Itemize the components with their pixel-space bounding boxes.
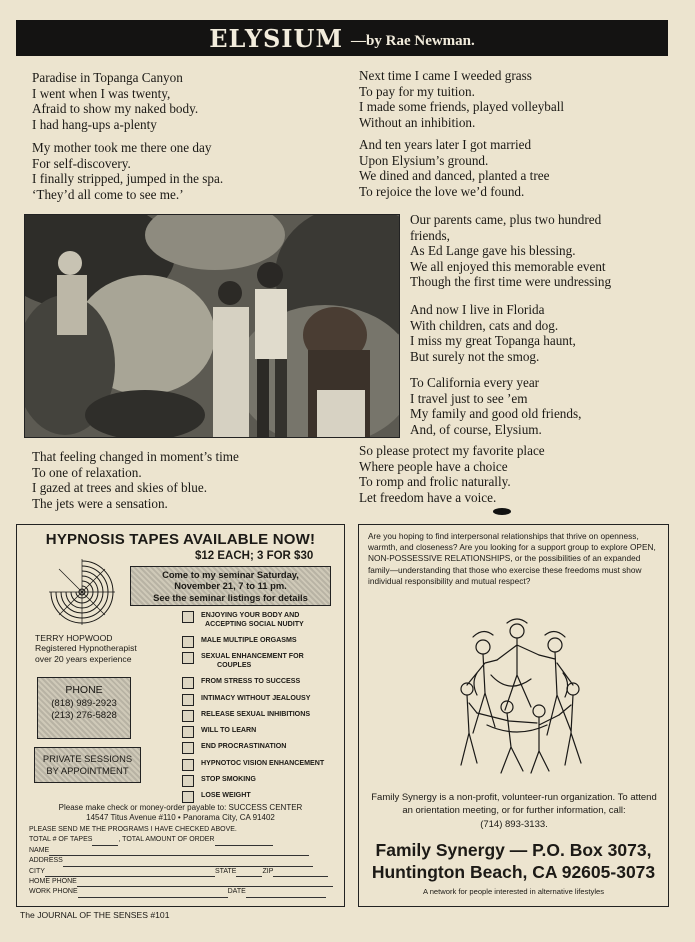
poem-line: Without an inhibition. bbox=[359, 114, 476, 130]
hypnosis-price: $12 EACH; 3 FOR $30 bbox=[195, 550, 314, 562]
poem-line: The jets were a sensation. bbox=[32, 495, 168, 511]
payable-address: 14547 Titus Avenue #110 • Panorama City, CA 91402 bbox=[86, 813, 275, 822]
form-row bbox=[29, 856, 334, 866]
poem-line: I miss my great Topanga haunt, bbox=[410, 333, 576, 349]
zip-label: ZIP bbox=[262, 867, 274, 875]
program-label: STOP SMOKING bbox=[201, 775, 256, 784]
private-sessions-line: PRIVATE SESSIONS bbox=[42, 753, 133, 764]
private-sessions-line: BY APPOINTMENT bbox=[46, 765, 129, 776]
program-checkbox[interactable] bbox=[182, 742, 194, 754]
program-label: END PROCRASTINATION bbox=[201, 742, 287, 751]
program-checkbox[interactable] bbox=[182, 636, 194, 648]
program-label: ENJOYING YOUR BODY AND bbox=[201, 611, 300, 619]
poem-line: Though the first time were undressing bbox=[410, 274, 612, 290]
order-form bbox=[29, 825, 334, 898]
form-instruction: PLEASE SEND ME THE PROGRAMS I HAVE CHECKED ABOVE. bbox=[29, 825, 237, 833]
form-row bbox=[29, 867, 334, 877]
date-field[interactable] bbox=[246, 889, 326, 898]
program-checkbox[interactable] bbox=[182, 694, 194, 706]
poem-line: Next time I came I weeded grass bbox=[359, 68, 532, 83]
poem-line: Upon Elysium’s ground. bbox=[359, 152, 489, 168]
phone-number: (818) 989-2923 bbox=[51, 698, 117, 709]
poem-line: And, of course, Elysium. bbox=[410, 421, 542, 437]
poem-line: ‘They’d all come to see me.’ bbox=[32, 186, 184, 202]
family-address-line: Huntington Beach, CA 92605-3073 bbox=[371, 862, 656, 882]
program-label: COUPLES bbox=[217, 661, 252, 670]
program-checkbox[interactable] bbox=[182, 759, 194, 771]
poem-line: And now I live in Florida bbox=[410, 302, 545, 317]
work-phone-label: WORK PHONE bbox=[29, 888, 78, 896]
poem-stanza bbox=[359, 68, 564, 130]
program-checkbox[interactable] bbox=[182, 710, 194, 722]
work-phone-field[interactable] bbox=[78, 889, 228, 898]
poem-line: To California every year bbox=[410, 375, 540, 390]
seminar-box bbox=[130, 566, 331, 606]
name-field[interactable] bbox=[49, 847, 309, 856]
program-item bbox=[182, 710, 347, 726]
poem-line: Where people have a choice bbox=[359, 458, 508, 474]
poem-line: My family and good old friends, bbox=[410, 406, 582, 422]
poem-line: My mother took me there one day bbox=[32, 140, 212, 155]
poem-stanza bbox=[32, 449, 239, 511]
program-label: HYPNOTOC VISION ENHANCEMENT bbox=[201, 758, 325, 767]
page-title: ELYSIUM bbox=[209, 23, 344, 53]
photo-illustration bbox=[25, 215, 399, 437]
phone-label: PHONE bbox=[65, 684, 103, 696]
poem-line: We dined and danced, planted a tree bbox=[359, 168, 550, 184]
spiral-icon bbox=[47, 557, 117, 627]
poem-line: I travel just to see ’em bbox=[410, 390, 528, 406]
family-synergy-ad bbox=[358, 524, 669, 907]
total-tapes-field[interactable] bbox=[92, 837, 118, 846]
family-intro: Are you hoping to find interpersonal relationships that thrive on openness, warmth, and closeness? Are you looking for a support group to explore OPEN, NON-POSSESSIVE RELATIONSHIPS, or the possibilities of an expanded family—understanding that those who exercise these freedoms must show individual responsibility and mutual respect? bbox=[368, 531, 656, 586]
zip-field[interactable] bbox=[273, 868, 328, 877]
page-footer: The JOURNAL OF THE SENSES #101 bbox=[20, 910, 170, 920]
hypnosis-title: HYPNOSIS TAPES AVAILABLE NOW! bbox=[45, 531, 316, 548]
poem-line: For self-discovery. bbox=[32, 155, 131, 171]
poem-line: So please protect my favorite place bbox=[359, 443, 545, 458]
seminar-line: Come to my seminar Saturday, bbox=[162, 568, 299, 580]
poem-stanza bbox=[410, 375, 581, 437]
program-item bbox=[182, 775, 347, 791]
program-label: SEXUAL ENHANCEMENT FOR bbox=[201, 652, 304, 661]
city-label: CITY bbox=[29, 867, 45, 875]
family-phone: (714) 893-3133. bbox=[480, 818, 548, 830]
date-label: DATE bbox=[227, 888, 246, 896]
form-row bbox=[29, 846, 334, 856]
poem-line: With children, cats and dog. bbox=[410, 317, 559, 333]
program-item bbox=[182, 636, 347, 652]
payable-info bbox=[17, 803, 344, 823]
phone-number: (213) 276-5828 bbox=[51, 710, 117, 721]
family-tagline: A network for people interested in alternative lifestyles bbox=[422, 887, 605, 896]
address-label: ADDRESS bbox=[29, 857, 63, 865]
program-checkbox[interactable] bbox=[182, 791, 194, 803]
address-field[interactable] bbox=[63, 858, 313, 867]
poem-line: But surely not the smog. bbox=[410, 348, 540, 364]
poem-line: Paradise in Topanga Canyon bbox=[32, 70, 183, 85]
state-label: STATE bbox=[214, 867, 237, 875]
therapist-credential: over 20 years experience bbox=[35, 653, 132, 664]
therapist-info bbox=[35, 633, 137, 664]
program-checkbox[interactable] bbox=[182, 652, 194, 664]
payable-line: Please make check or money-order payable to: SUCCESS CENTER bbox=[58, 803, 303, 812]
hypnosis-ad bbox=[16, 524, 345, 907]
home-phone-field[interactable] bbox=[77, 878, 333, 887]
program-item bbox=[182, 652, 347, 677]
poem-stanza bbox=[359, 443, 545, 505]
poem-stanza bbox=[32, 70, 198, 132]
program-checkbox[interactable] bbox=[182, 611, 194, 623]
poem-line: I made some friends, played volleyball bbox=[359, 99, 565, 115]
family-about bbox=[367, 791, 661, 831]
wedding-photo bbox=[24, 214, 400, 438]
dancers-illustration bbox=[447, 615, 587, 775]
title-bar bbox=[16, 20, 668, 56]
poem-line: I went when I was twenty, bbox=[32, 85, 171, 101]
poem-line: Our parents came, plus two hundred bbox=[410, 212, 602, 227]
poem-line: To pay for my tuition. bbox=[359, 83, 475, 99]
poem-line: We all enjoyed this memorable event bbox=[410, 258, 606, 274]
program-checkbox[interactable] bbox=[182, 726, 194, 738]
poem-stanza bbox=[359, 137, 549, 199]
program-checklist bbox=[182, 611, 347, 808]
program-label: FROM STRESS TO SUCCESS bbox=[201, 677, 301, 686]
poem-line: friends, bbox=[410, 227, 450, 243]
home-phone-label: HOME PHONE bbox=[29, 877, 77, 885]
poem-line: To romp and frolic naturally. bbox=[359, 474, 511, 490]
total-tapes-label: TOTAL # OF TAPES bbox=[29, 836, 93, 844]
poem-line: That feeling changed in moment’s time bbox=[32, 449, 239, 464]
program-item bbox=[182, 611, 347, 636]
name-label: NAME bbox=[29, 846, 50, 854]
byline: —by Rae Newman. bbox=[351, 32, 475, 49]
form-row bbox=[29, 887, 334, 897]
program-label: LOSE WEIGHT bbox=[201, 791, 251, 800]
program-label: ACCEPTING SOCIAL NUDITY bbox=[205, 620, 304, 628]
poem-stanza bbox=[32, 140, 223, 202]
family-address bbox=[359, 839, 668, 883]
program-label: MALE MULTIPLE ORGASMS bbox=[201, 636, 297, 644]
state-field[interactable] bbox=[236, 868, 262, 877]
family-address-line: Family Synergy — P.O. Box 3073, bbox=[375, 840, 652, 860]
poem-line: To rejoice the love we’d found. bbox=[359, 183, 525, 199]
poem-line: I finally stripped, jumped in the spa. bbox=[32, 171, 224, 187]
program-item bbox=[182, 726, 347, 742]
therapist-name: TERRY HOPWOOD bbox=[35, 633, 113, 643]
total-amount-label: , TOTAL AMOUNT OF ORDER bbox=[118, 836, 215, 844]
family-about-text: Family Synergy is a non-profit, volunteer-run organization. To attend an orientation meeting, or for further information, call: bbox=[371, 792, 657, 817]
phone-box bbox=[37, 677, 131, 739]
program-label: RELEASE SEXUAL INHIBITIONS bbox=[201, 709, 311, 718]
poem-line: To one of relaxation. bbox=[32, 464, 142, 480]
total-amount-field[interactable] bbox=[215, 837, 273, 846]
end-mark bbox=[493, 508, 511, 515]
form-row bbox=[29, 877, 334, 887]
poem-line: And ten years later I got married bbox=[359, 137, 532, 152]
program-item bbox=[182, 759, 347, 775]
program-item bbox=[182, 742, 347, 758]
seminar-line: November 21, 7 to 11 pm. bbox=[174, 580, 287, 592]
seminar-line: See the seminar listings for details bbox=[153, 591, 308, 603]
poem-line: As Ed Lange gave his blessing. bbox=[410, 243, 576, 259]
poem-line: Let freedom have a voice. bbox=[359, 489, 497, 505]
program-label: WILL TO LEARN bbox=[201, 726, 257, 735]
program-checkbox[interactable] bbox=[182, 775, 194, 787]
program-label: INTIMACY WITHOUT JEALOUSY bbox=[201, 693, 311, 702]
program-item bbox=[182, 694, 347, 710]
poem-stanza bbox=[410, 212, 611, 290]
city-field[interactable] bbox=[45, 868, 215, 877]
poem-stanza bbox=[410, 302, 576, 364]
poem-line: I gazed at trees and skies of blue. bbox=[32, 480, 208, 496]
poem-line: I had hang-ups a-plenty bbox=[32, 116, 157, 132]
program-checkbox[interactable] bbox=[182, 677, 194, 689]
private-sessions-box bbox=[34, 747, 141, 783]
program-item bbox=[182, 677, 347, 693]
form-row bbox=[29, 835, 334, 845]
therapist-credential: Registered Hypnotherapist bbox=[35, 643, 137, 654]
poem-line: Afraid to show my naked body. bbox=[32, 101, 199, 117]
